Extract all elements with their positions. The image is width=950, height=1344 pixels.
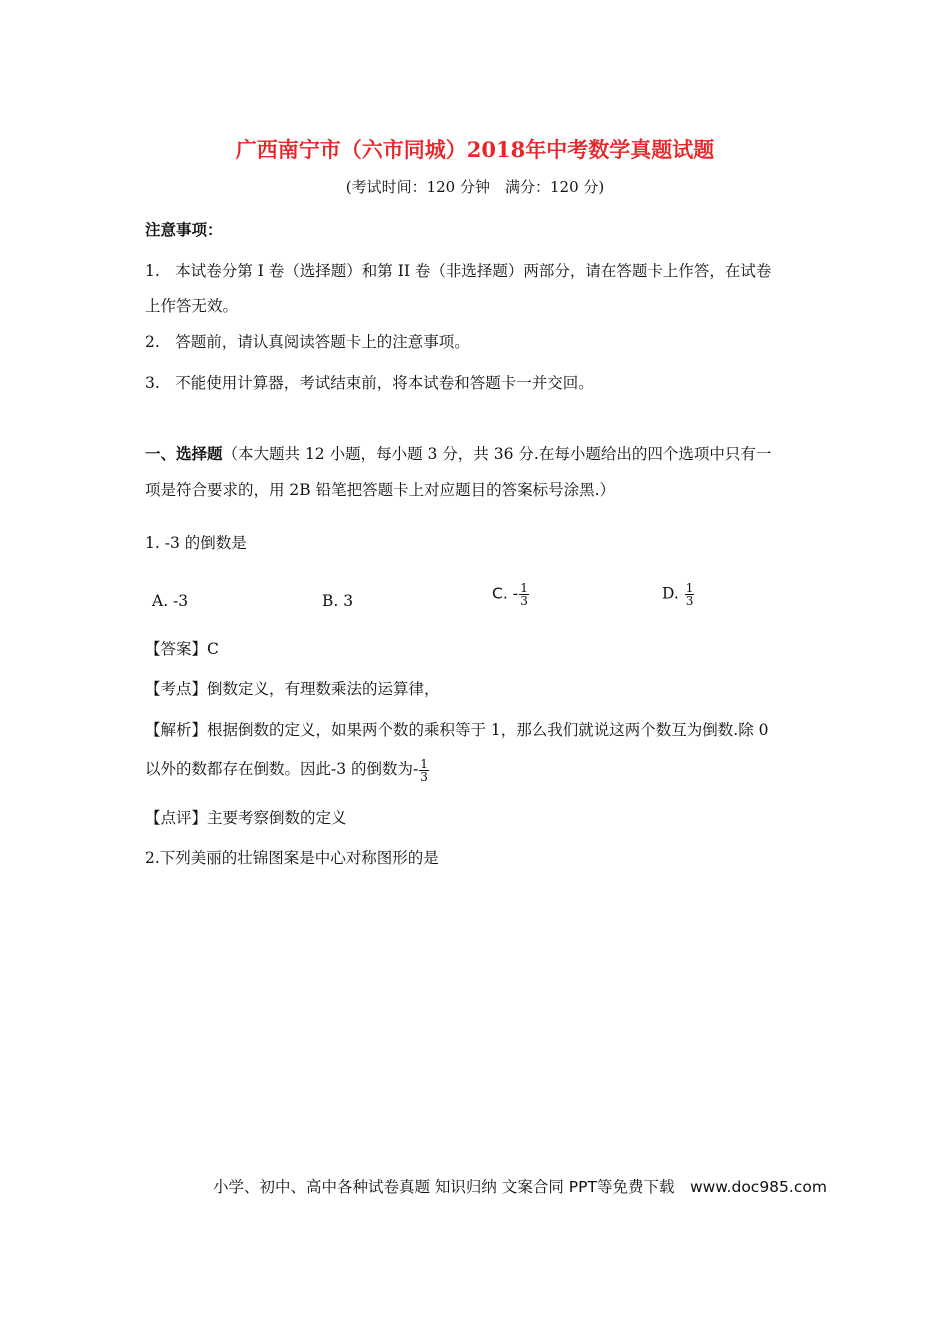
notes-heading: 注意事项： [145, 220, 223, 239]
fraction: $\frac{1}{3}$ [520, 581, 528, 608]
question-stem: 1. -3 的倒数是 [145, 534, 247, 552]
fraction: $\frac{1}{3}$ [420, 756, 428, 784]
note-item: 3. 不能使用计算器，考试结束前，将本试卷和答题卡一并交回。 [145, 374, 594, 392]
analysis-line2: 以外的数都存在倒数。因此-3 的倒数为- $\frac{1}{3}$ [145, 756, 428, 784]
section-description [145, 442, 771, 464]
option-c: C. - $\frac{1}{3}$ [492, 581, 528, 608]
page-title: 广西南宁市（六市同城）2018年中考数学真题试题 [235, 137, 715, 162]
option-d: D. $\frac{1}{3}$ [662, 581, 694, 608]
note-item: 2. 答题前，请认真阅读答题卡上的注意事项。 [145, 333, 470, 351]
comment: 【点评】主要考察倒数的定义 [145, 809, 347, 827]
section-desc-line1: （本大题共 12 小题，每小题 3 分，共 36 分.在每小题给出的四个选项中只有一 [222, 445, 772, 463]
exam-info: (考试时间：120 分钟 满分：120 分) [345, 178, 605, 196]
answer: 【答案】C [145, 640, 219, 658]
option-b: B. 3 [322, 592, 354, 610]
note-item: 上作答无效。 [145, 297, 239, 315]
fraction: $\frac{1}{3}$ [685, 581, 694, 608]
knowledge-point: 【考点】倒数定义，有理数乘法的运算律， [145, 680, 440, 698]
note-item: 1. 本试卷分第 I 卷（选择题）和第 II 卷（非选择题）两部分，请在答题卡上作答，在试卷 [145, 262, 772, 280]
footer-text: 小学、初中、高中各种试卷真题 知识归纳 文案合同 PPT等免费下载 www.doc985.com [213, 1178, 827, 1196]
option-a: A. -3 [152, 592, 189, 610]
question-stem: 2.下列美丽的壮锦图案是中心对称图形的是 [145, 849, 439, 867]
section-desc-line2: 项是符合要求的，用 2B 铅笔把答题卡上对应题目的答案标号涂黑.） [145, 481, 616, 499]
section-heading: 一、选择题 [145, 444, 223, 463]
analysis-line1: 【解析】根据倒数的定义，如果两个数的乘积等于 1，那么我们就说这两个数互为倒数.除 0 [145, 721, 769, 739]
